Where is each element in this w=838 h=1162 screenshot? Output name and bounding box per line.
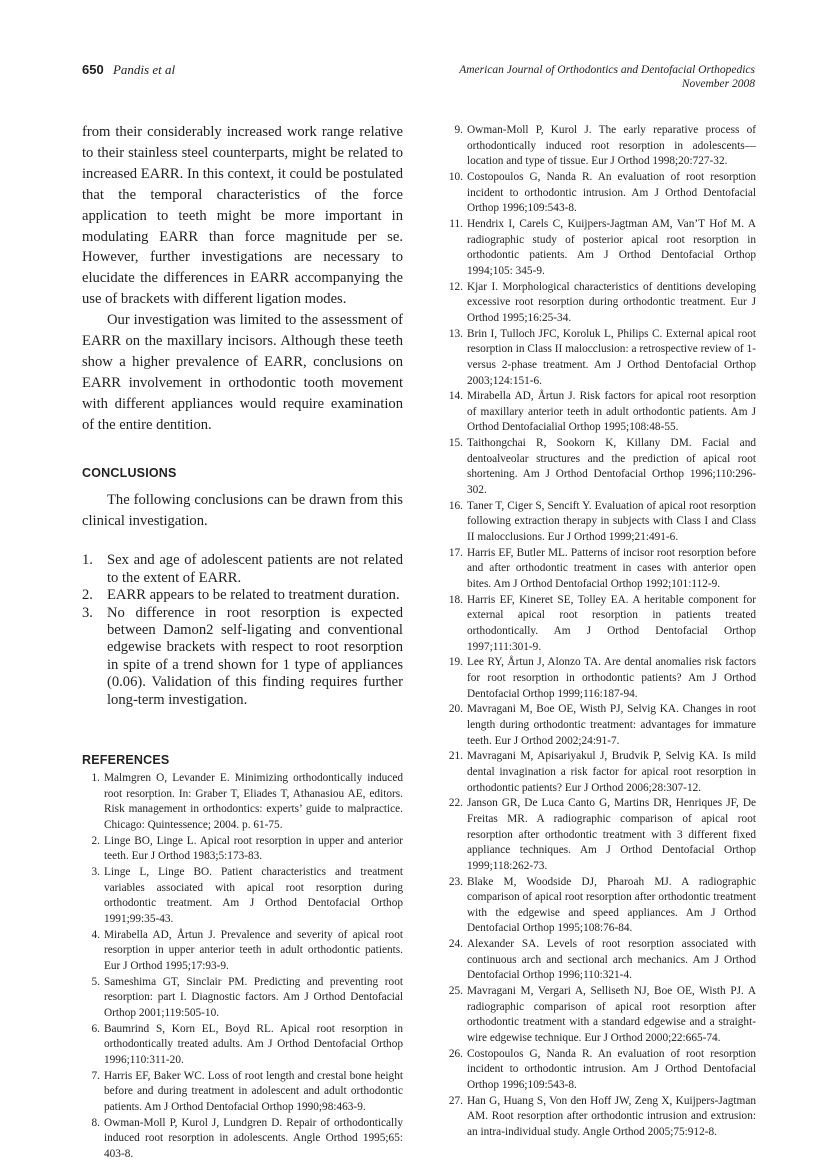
reference-number: 12.	[443, 280, 463, 296]
item-number: 2.	[82, 587, 93, 604]
reference-item	[82, 865, 403, 928]
running-header-right	[459, 63, 755, 91]
running-header-left	[82, 62, 175, 78]
item-text: Sex and age of adolescent patients are not related to the extent of EARR.	[107, 552, 403, 585]
item-number: 1.	[82, 552, 93, 569]
conclusions-intro: The following conclusions can be drawn from this clinical investigation.	[82, 490, 403, 532]
item-text: No difference in root resorption is expected between Damon2 self-ligating and conventional edgewise brackets with respect to root resorption in spite of a trend shown for 1 type of appliances (0.06). Validation of this finding requires further long-term investigation.	[107, 605, 403, 708]
references-list-right	[443, 123, 756, 1141]
issue-date: November 2008	[459, 77, 755, 91]
reference-text: Hendrix I, Carels C, Kuijpers-Jagtman AM, Van’T Hof M. A radiographic study of posterior apical root resorption in orthodontic patients. Am J Orthod Dentofacial Orthop 1994;105: 345-9.	[467, 218, 756, 277]
reference-item	[443, 389, 756, 436]
reference-text: Mavragani M, Vergari A, Selliseth NJ, Boe OE, Wisth PJ. A radiographic comparison of apical root resorption after orthodontic treatment with a standard edgewise and a straight-wire edgewise technique. Eur J Orthod 2000;22:665-74.	[467, 985, 756, 1044]
reference-number: 16.	[443, 499, 463, 515]
reference-item	[82, 771, 403, 834]
conclusions-heading: CONCLUSIONS	[82, 466, 403, 480]
reference-number: 5.	[82, 975, 100, 991]
reference-item	[443, 1094, 756, 1141]
reference-text: Mavragani M, Apisariyakul J, Brudvik P, Selvig KA. Is mild dental invagination a risk factor for apical root resorption in orthodontic patients? Eur J Orthod 2006;28:307-12.	[467, 750, 756, 793]
reference-number: 26.	[443, 1047, 463, 1063]
reference-number: 18.	[443, 593, 463, 609]
reference-number: 21.	[443, 749, 463, 765]
reference-item	[82, 1069, 403, 1116]
reference-text: Harris EF, Butler ML. Patterns of incisor root resorption before and after orthodontic treatment in cases with anterior open bites. Am J Orthod Dentofacial Orthop 1992;101:112-9.	[467, 547, 756, 590]
reference-number: 24.	[443, 937, 463, 953]
left-column	[82, 122, 403, 1162]
reference-number: 10.	[443, 170, 463, 186]
reference-number: 27.	[443, 1094, 463, 1110]
reference-text: Blake M, Woodside DJ, Pharoah MJ. A radiographic comparison of apical root resorption after orthodontic treatment with the edgewise and speed appliances. Am J Orthod Dentofacial Orthop 1995;108:76-84.	[467, 876, 756, 935]
reference-item	[443, 749, 756, 796]
reference-item	[443, 875, 756, 938]
reference-text: Lee RY, Årtun J, Alonzo TA. Are dental anomalies risk factors for root resorption in orthodontic patients? Am J Orthod Dentofacial Orthop 1999;116:187-94.	[467, 656, 756, 699]
discussion-text	[82, 122, 403, 436]
reference-text: Han G, Huang S, Von den Hoff JW, Zeng X, Kuijpers-Jagtman AM. Root resorption after orthodontic intrusion and extrusion: an intra-individual study. Angle Orthod 2005;75:912-8.	[467, 1095, 756, 1138]
reference-item	[443, 123, 756, 170]
paragraph: Our investigation was limited to the assessment of EARR on the maxillary incisors. Although these teeth show a higher prevalence of EARR, conclusions on EARR involvement in orthodontic tooth movement with different appliances would require examination of the entire dentition.	[82, 310, 403, 435]
conclusion-item	[82, 605, 403, 709]
right-column	[443, 123, 756, 1141]
reference-number: 15.	[443, 436, 463, 452]
reference-number: 8.	[82, 1116, 100, 1132]
reference-number: 6.	[82, 1022, 100, 1038]
reference-number: 3.	[82, 865, 100, 881]
reference-number: 11.	[443, 217, 463, 233]
reference-number: 20.	[443, 702, 463, 718]
reference-item	[82, 975, 403, 1022]
reference-item	[443, 499, 756, 546]
reference-text: Mavragani M, Boe OE, Wisth PJ, Selvig KA. Changes in root length during orthodontic treatment: advantages for immature teeth. Eur J Orthod 2002;24:91-7.	[467, 703, 756, 746]
reference-text: Janson GR, De Luca Canto G, Martins DR, Henriques JF, De Freitas MR. A radiographic comparison of apical root resorption after orthodontic treatment with 3 different fixed appliance techniques. Am J Orthod Dentofacial Orthop 1999;118:262-73.	[467, 797, 756, 872]
reference-item	[443, 546, 756, 593]
reference-text: Harris EF, Kineret SE, Tolley EA. A heritable component for external apical root resorption in patients treated orthodontically. Am J Orthod Dentofacial Orthop 1997;111:301-9.	[467, 594, 756, 653]
conclusion-item	[82, 587, 403, 604]
reference-number: 22.	[443, 796, 463, 812]
reference-number: 13.	[443, 327, 463, 343]
page-number: 650	[82, 62, 104, 77]
reference-text: Sameshima GT, Sinclair PM. Predicting and preventing root resorption: part I. Diagnostic factors. Am J Orthod Dentofacial Orthop 2001;119:505-10.	[104, 976, 403, 1019]
conclusions-section	[82, 466, 403, 709]
reference-text: Taner T, Ciger S, Sencift Y. Evaluation of apical root resorption following extraction therapy in subjects with Class I and Class II malocclusions. Eur J Orthod 1999;21:491-6.	[467, 500, 756, 543]
reference-item	[443, 1047, 756, 1094]
reference-item	[443, 702, 756, 749]
item-number: 3.	[82, 605, 93, 622]
reference-item	[443, 984, 756, 1047]
references-list-left	[82, 771, 403, 1162]
reference-item	[82, 928, 403, 975]
reference-text: Brin I, Tulloch JFC, Koroluk L, Philips C. External apical root resorption in Class II malocclusion: a retrospective review of 1- versus 2-phase treatment. Am J Orthod Dentofacial Orthop 2003;124:151-6.	[467, 328, 756, 387]
reference-number: 9.	[443, 123, 463, 139]
reference-text: Owman-Moll P, Kurol J, Lundgren D. Repair of orthodontically induced root resorption in adolescents. Angle Orthod 1995;65: 403-8.	[104, 1117, 403, 1160]
reference-text: Kjar I. Morphological characteristics of dentitions developing excessive root resorption during orthodontic treatment. Eur J Orthod 1995;16:25-34.	[467, 281, 756, 324]
reference-number: 7.	[82, 1069, 100, 1085]
reference-item	[443, 796, 756, 874]
running-authors: Pandis et al	[113, 62, 175, 77]
reference-number: 4.	[82, 928, 100, 944]
reference-number: 25.	[443, 984, 463, 1000]
reference-item	[443, 655, 756, 702]
reference-item	[82, 1022, 403, 1069]
reference-number: 19.	[443, 655, 463, 671]
reference-text: Taithongchai R, Sookorn K, Killany DM. Facial and dentoalveolar structures and the prediction of apical root shortening. Am J Orthod Dentofacial Orthop 1996;110:296-302.	[467, 437, 756, 496]
reference-text: Baumrind S, Korn EL, Boyd RL. Apical root resorption in orthodontically treated adults. Am J Orthod Dentofacial Orthop 1996;110:311-20.	[104, 1023, 403, 1066]
paragraph: from their considerably increased work range relative to their stainless steel counterparts, might be related to increased EARR. In this context, it could be postulated that the temporal characteristics of the force application to teeth might be more important in modulating EARR than force magnitude per se. However, further investigations are necessary to elucidate the differences in EARR accompanying the use of brackets with different ligation modes.	[82, 122, 403, 310]
reference-item	[443, 280, 756, 327]
reference-text: Alexander SA. Levels of root resorption associated with continuous arch and sectional arch mechanics. Am J Orthod Dentofacial Orthop 1996;110:321-4.	[467, 938, 756, 981]
journal-title: American Journal of Orthodontics and Dentofacial Orthopedics	[459, 63, 755, 77]
reference-text: Harris EF, Baker WC. Loss of root length and crestal bone height before and during treatment in adolescent and adult orthodontic patients. Am J Orthod Dentofacial Orthop 1990;98:463-9.	[104, 1070, 403, 1113]
reference-text: Mirabella AD, Årtun J. Prevalence and severity of apical root resorption in upper anterior teeth in adult orthodontic patients. Eur J Orthod 1995;17:93-9.	[104, 929, 403, 972]
reference-item	[443, 593, 756, 656]
reference-item	[443, 217, 756, 280]
item-text: EARR appears to be related to treatment duration.	[107, 587, 400, 603]
reference-text: Linge L, Linge BO. Patient characteristics and treatment variables associated with apical root resorption during orthodontic treatment. Am J Orthod Dentofacial Orthop 1991;99:35-43.	[104, 866, 403, 925]
reference-item	[82, 1116, 403, 1162]
reference-text: Owman-Moll P, Kurol J. The early reparative process of orthodontically induced root resorption in adolescents—location and type of tissue. Eur J Orthod 1998;20:727-32.	[467, 124, 756, 167]
references-heading: REFERENCES	[82, 753, 403, 767]
reference-text: Mirabella AD, Årtun J. Risk factors for apical root resorption of maxillary anterior teeth in adult orthodontic patients. Am J Orthod Dentofacialial Orthop 1995;108:48-55.	[467, 390, 756, 433]
reference-item	[443, 436, 756, 499]
reference-item	[443, 170, 756, 217]
reference-number: 23.	[443, 875, 463, 891]
reference-item	[443, 937, 756, 984]
conclusions-list	[82, 552, 403, 709]
reference-number: 14.	[443, 389, 463, 405]
conclusion-item	[82, 552, 403, 587]
reference-number: 1.	[82, 771, 100, 787]
reference-text: Costopoulos G, Nanda R. An evaluation of root resorption incident to orthodontic intrusion. Am J Orthod Dentofacial Orthop 1996;109:543-8.	[467, 1048, 756, 1091]
reference-text: Costopoulos G, Nanda R. An evaluation of root resorption incident to orthodontic intrusion. Am J Orthod Dentofacial Orthop 1996;109:543-8.	[467, 171, 756, 214]
reference-text: Malmgren O, Levander E. Minimizing orthodontically induced root resorption. In: Graber T, Eliades T, Athanasiou AE, editors. Risk management in orthodontics: experts’ guide to malpractice. Chicago: Quintessence; 2004. p. 61-75.	[104, 772, 403, 831]
reference-number: 17.	[443, 546, 463, 562]
reference-item	[82, 834, 403, 865]
reference-number: 2.	[82, 834, 100, 850]
reference-item	[443, 327, 756, 390]
reference-text: Linge BO, Linge L. Apical root resorption in upper and anterior teeth. Eur J Orthod 1983;5:173-83.	[104, 835, 403, 863]
